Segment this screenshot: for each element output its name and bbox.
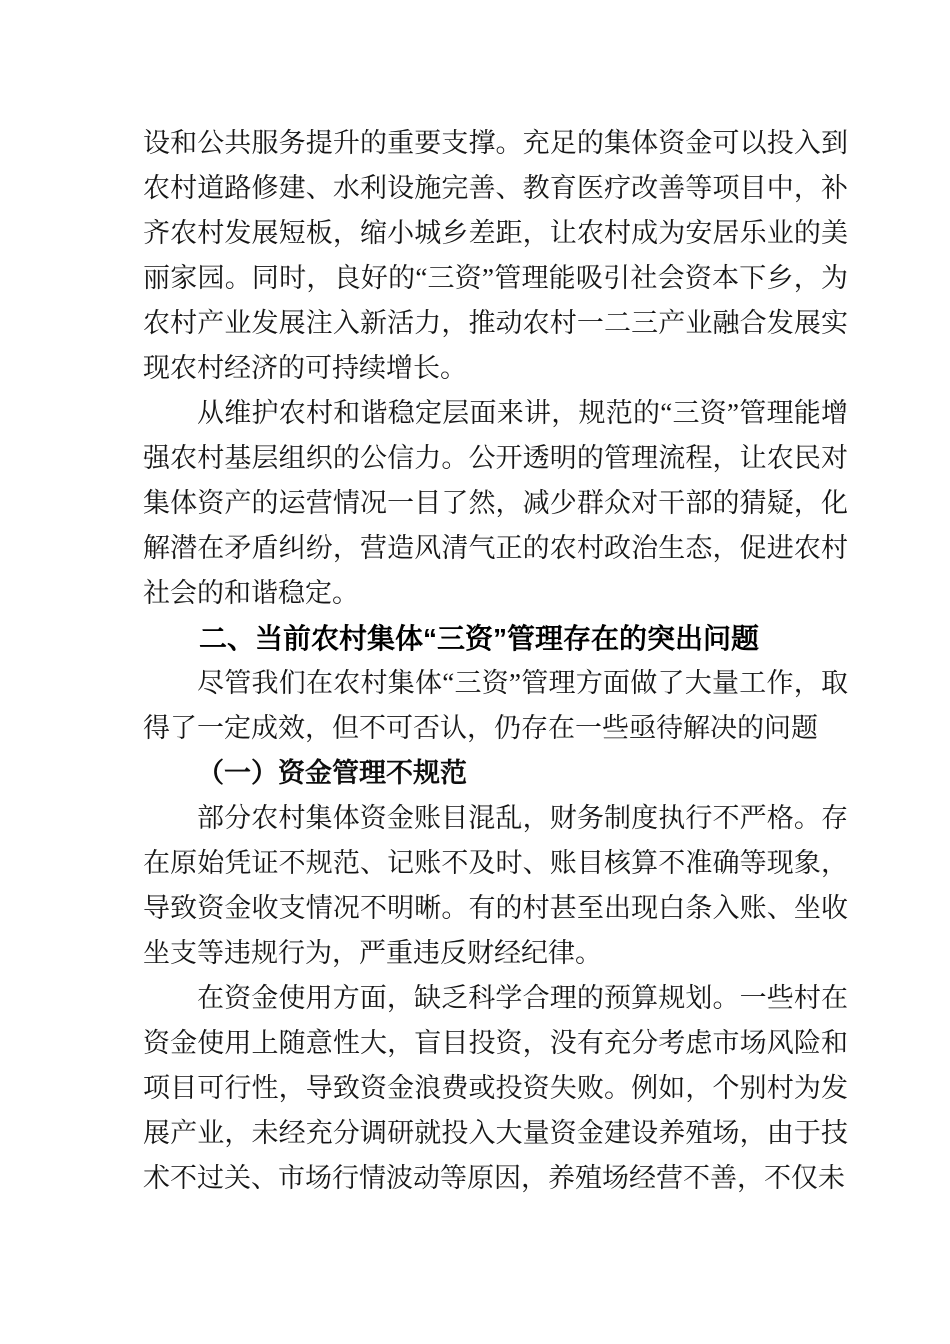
document-content [143, 121, 848, 1201]
body-paragraph: 尽管我们在农村集体“三资”管理方面做了大量工作，取得了一定成效，但不可否认，仍存在一些亟待解决的问题 [143, 668, 848, 743]
body-paragraph: 从维护农村和谐稳定层面来讲，规范的“三资”管理能增强农村基层组织的公信力。公开透明的管理流程，让农民对集体资产的运营情况一目了然，减少群众对干部的猜疑，化解潜在矛盾纠纷，营造风清气正的农村政治生态，促进农村社会的和谐稳定。 [143, 398, 848, 608]
body-paragraph: 在资金使用方面，缺乏科学合理的预算规划。一些村在资金使用上随意性大，盲目投资，没有充分考虑市场风险和项目可行性，导致资金浪费或投资失败。例如，个别村为发展产业，未经充分调研就投入大量资金建设养殖场，由于技术不过关、市场行情波动等原因，养殖场经营不善，不仅未 [143, 983, 848, 1193]
sub-heading: （一）资金管理不规范 [197, 758, 467, 788]
section-heading: 二、当前农村集体“三资”管理存在的突出问题 [199, 623, 760, 654]
body-paragraph: 部分农村集体资金账目混乱，财务制度执行不严格。存在原始凭证不规范、记账不及时、账目核算不准确等现象，导致资金收支情况不明晰。有的村甚至出现白条入账、坐收坐支等违规行为，严重违反财经纪律。 [143, 803, 848, 968]
body-paragraph: 设和公共服务提升的重要支撑。充足的集体资金可以投入到农村道路修建、水利设施完善、教育医疗改善等项目中，补齐农村发展短板，缩小城乡差距，让农村成为安居乐业的美丽家园。同时，良好的“三资”管理能吸引社会资本下乡，为农村产业发展注入新活力，推动农村一二三产业融合发展实现农村经济的可持续增长。 [143, 128, 848, 383]
